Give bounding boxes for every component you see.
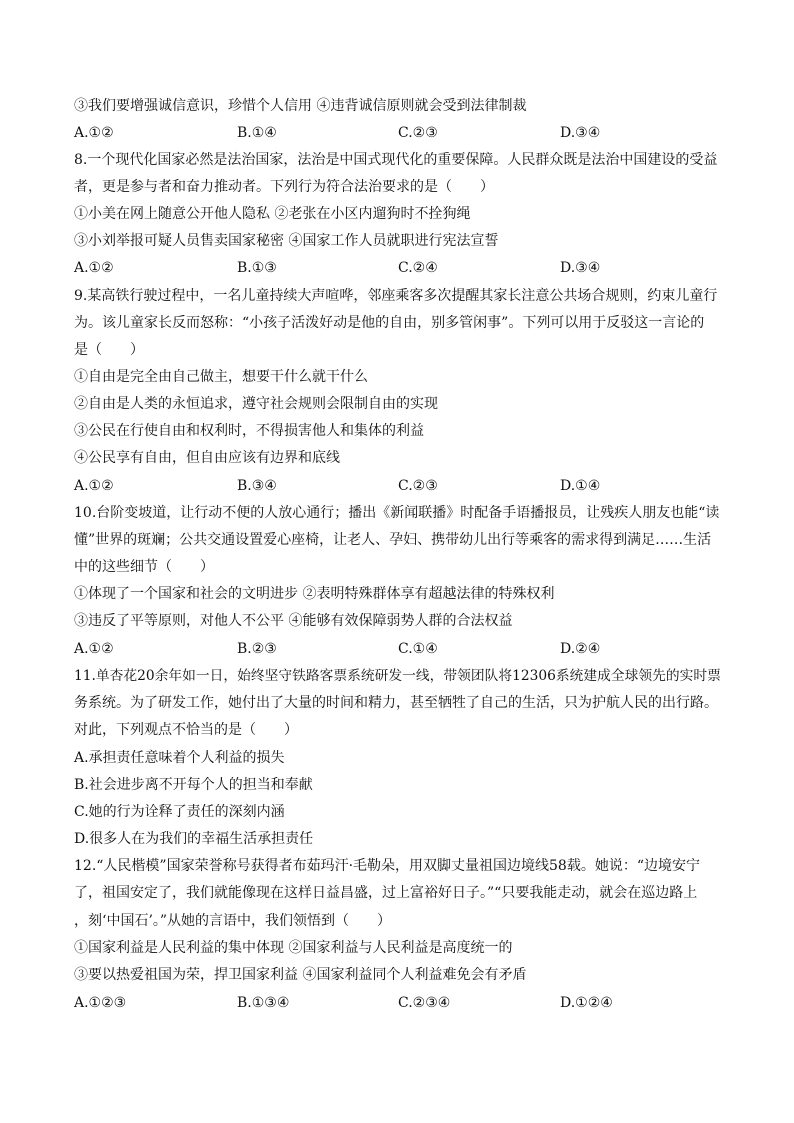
q8-option-d[interactable]: D.③④ [560,260,601,276]
q10-statement-line-2: ③违反了平等原则，对他人不公平 ④能够有效保障弱势人群的合法权益 [74,613,513,629]
q9-option-d[interactable]: D.①④ [560,478,601,494]
q9-statement-line-2: ②自由是人类的永恒追求，遵守社会规则会限制自由的实现 [74,396,438,412]
q12-stem-line-1: 12.“人民楷模”国家荣誉称号获得者布茹玛汗·毛勒朵，用双脚丈量祖国边境线58载。她说：“边境安宁 [74,858,700,874]
q10-options [74,639,724,659]
q12-statement-line-1: ①国家利益是人民利益的集中体现 ②国家利益与人民利益是高度统一的 [74,940,513,956]
q11-stem-line-3: 对此，下列观点不恰当的是（ ） [74,722,298,738]
q12-option-d[interactable]: D.①②④ [560,995,613,1011]
q7-option-b[interactable]: B.①④ [237,125,277,141]
q9-option-a[interactable]: A.①② [74,478,114,494]
q9-options [74,476,724,496]
q8-option-b[interactable]: B.①③ [237,260,277,276]
q9-statement-line-1: ①自由是完全由自己做主，想要干什么就干什么 [74,369,368,385]
q9-statement-line-3: ③公民在行使自由和权利时，不得损害他人和集体的利益 [74,423,424,439]
q9-stem-line-3: 是（ ） [74,342,144,358]
q10-stem-line-3: 中的这些细节（ ） [74,559,214,575]
q12-options [74,993,724,1013]
q12-option-b[interactable]: B.①③④ [237,995,290,1011]
q8-statement-line-1: ①小美在网上随意公开他人隐私 ②老张在小区内遛狗时不拴狗绳 [74,206,471,222]
q7-option-d[interactable]: D.③④ [560,125,601,141]
q12-option-a[interactable]: A.①②③ [74,995,127,1011]
q8-option-a[interactable]: A.①② [74,260,114,276]
q9-stem-line-1: 9.某高铁行驶过程中，一名儿童持续大声喧哗，邻座乘客多次提醒其家长注意公共场合规则，约束儿童行 [74,288,718,304]
q10-stem-line-2: 懂”世界的斑斓；公共交通设置爱心座椅，让老人、孕妇、携带幼儿出行等乘客的需求得到满足……生活 [74,532,712,548]
q12-statement-line-2: ③要以热爱祖国为荣，捍卫国家利益 ④国家利益同个人利益难免会有矛盾 [74,967,527,983]
q10-option-d[interactable]: D.②④ [560,641,601,657]
q7-statement-line: ③我们要增强诚信意识，珍惜个人信用 ④违背诚信原则就会受到法律制裁 [74,98,527,114]
q8-statement-line-2: ③小刘举报可疑人员售卖国家秘密 ④国家工作人员就职进行宪法宣誓 [74,233,499,249]
q11-stem-line-1: 11.单杏花20余年如一日，始终坚守铁路客票系统研发一线，带领团队将12306系统建成全球领先的实时票 [74,668,721,684]
q8-option-c[interactable]: C.②④ [398,260,438,276]
q10-option-b[interactable]: B.②③ [237,641,277,657]
q10-stem-line-1: 10.台阶变坡道，让行动不便的人放心通行；播出《新闻联播》时配备手语播报员，让残疾人朋友也能“读 [74,505,720,521]
q8-stem-line-2: 者，更是参与者和奋力推动者。下列行为符合法治要求的是（ ） [74,179,494,195]
q11-stem-line-2: 务系统。为了研发工作，她付出了大量的时间和精力，甚至牺牲了自己的生活，只为护航人民的出行路。 [74,695,718,711]
q9-stem-line-2: 为。该儿童家长反而怒称：“小孩子活泼好动是他的自由，别多管闲事”。下列可以用于反驳这一言论的 [74,315,705,331]
q10-statement-line-1: ①体现了一个国家和社会的文明进步 ②表明特殊群体享有超越法律的特殊权利 [74,586,555,602]
q7-options [74,123,724,143]
q9-option-c[interactable]: C.②③ [398,478,438,494]
q11-choice-a[interactable]: A.承担责任意味着个人利益的损失 [74,750,285,766]
q9-option-b[interactable]: B.③④ [237,478,277,494]
q8-stem-line-1: 8.一个现代化国家必然是法治国家，法治是中国式现代化的重要保障。人民群众既是法治中国建设的受益 [74,152,718,168]
q12-stem-line-2: 了，祖国安定了，我们就能像现在这样日益昌盛，过上富裕好日子。”“只要我能走动，就会在巡边路上 [74,885,698,901]
q11-choice-b[interactable]: B.社会进步离不开每个人的担当和奉献 [74,777,313,793]
q10-option-c[interactable]: C.①④ [398,641,438,657]
q12-stem-line-3: ，刻‘中国石’。”从她的言语中，我们领悟到（ ） [74,913,392,929]
q7-option-c[interactable]: C.②③ [398,125,438,141]
q10-option-a[interactable]: A.①② [74,641,114,657]
q7-option-a[interactable]: A.①② [74,125,114,141]
q8-options [74,258,724,278]
q11-choice-c[interactable]: C.她的行为诠释了责任的深刻内涵 [74,804,285,820]
q9-statement-line-4: ④公民享有自由，但自由应该有边界和底线 [74,450,340,466]
q11-choice-d[interactable]: D.很多人在为我们的幸福生活承担责任 [74,831,314,847]
q12-option-c[interactable]: C.②③④ [398,995,451,1011]
